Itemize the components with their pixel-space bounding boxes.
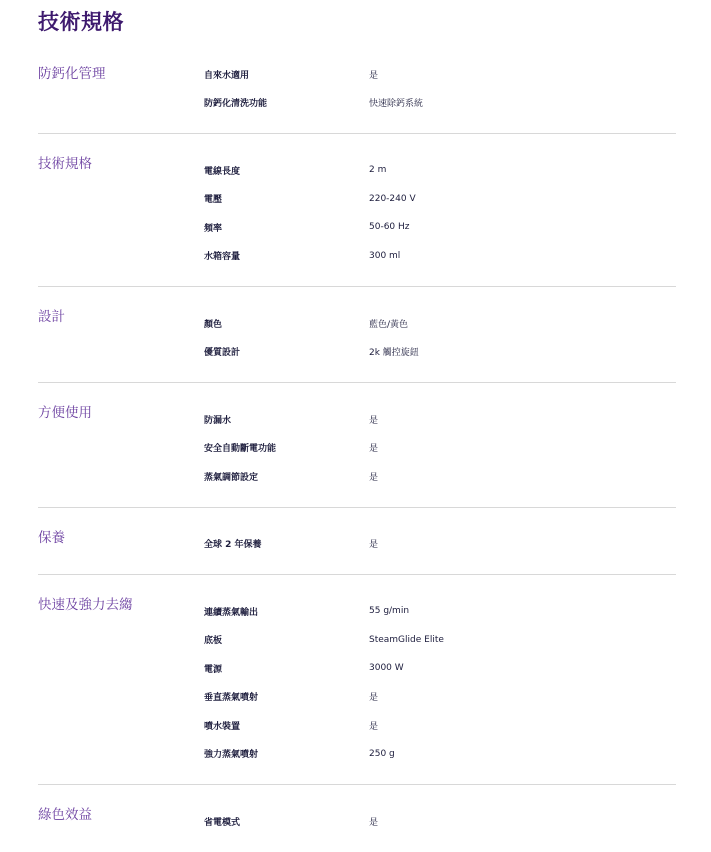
spec-value: 220-240 V xyxy=(369,193,416,204)
spec-section xyxy=(38,134,676,287)
spec-row xyxy=(204,462,676,491)
spec-value: 是 xyxy=(369,472,379,483)
spec-label: 水箱容量 xyxy=(204,252,241,263)
spec-label: 防漏水 xyxy=(204,415,232,426)
spec-value: 2 m xyxy=(369,165,387,176)
spec-value: 是 xyxy=(369,540,379,551)
spec-rows xyxy=(204,148,676,270)
spec-value: 55 g/min xyxy=(369,606,410,617)
spec-rows xyxy=(204,589,676,768)
spec-value: 快速除鈣系統 xyxy=(369,99,424,110)
spec-label: 連續蒸氣輸出 xyxy=(204,607,259,618)
spec-row xyxy=(204,434,676,463)
spec-rows xyxy=(204,397,676,491)
spec-row xyxy=(204,807,676,836)
spec-value: 是 xyxy=(369,721,379,732)
spec-label: 安全自動斷電功能 xyxy=(204,444,277,455)
spec-value: 3000 W xyxy=(369,663,404,674)
spec-label: 頻率 xyxy=(204,223,223,234)
spec-label: 顏色 xyxy=(204,319,223,330)
spec-row xyxy=(204,338,676,367)
spec-rows xyxy=(204,522,676,559)
spec-row xyxy=(204,597,676,626)
spec-value: 是 xyxy=(369,415,379,426)
spec-label: 蒸氣調節設定 xyxy=(204,472,259,483)
spec-row xyxy=(204,683,676,712)
spec-label: 電源 xyxy=(204,664,223,675)
spec-section xyxy=(38,287,676,383)
spec-sections xyxy=(38,58,676,852)
spec-label: 省電模式 xyxy=(204,817,241,828)
spec-section xyxy=(38,58,676,134)
spec-value: 是 xyxy=(369,70,379,81)
spec-row xyxy=(204,405,676,434)
spec-value: 是 xyxy=(369,817,379,828)
spec-label: 垂直蒸氣噴射 xyxy=(204,693,259,704)
spec-row xyxy=(204,530,676,559)
spec-row xyxy=(204,242,676,271)
spec-section xyxy=(38,575,676,785)
spec-section xyxy=(38,508,676,576)
spec-value: 是 xyxy=(369,444,379,455)
spec-row xyxy=(204,309,676,338)
section-title: 保養 xyxy=(38,529,65,546)
spec-rows xyxy=(204,301,676,366)
spec-row xyxy=(204,626,676,655)
spec-label: 電線長度 xyxy=(204,166,241,177)
spec-section xyxy=(38,383,676,508)
section-title: 技術規格 xyxy=(38,156,92,172)
spec-row xyxy=(204,740,676,769)
spec-value: SteamGlide Elite xyxy=(369,634,444,645)
spec-row xyxy=(204,89,676,118)
spec-value: 2k 觸控旋鈕 xyxy=(369,348,419,359)
spec-row xyxy=(204,156,676,185)
spec-rows xyxy=(204,58,676,117)
spec-row xyxy=(204,185,676,214)
spec-label: 強力蒸氣噴射 xyxy=(204,750,259,761)
spec-row xyxy=(204,213,676,242)
section-title: 方便使用 xyxy=(38,405,92,421)
section-title: 設計 xyxy=(38,309,65,325)
spec-label: 電壓 xyxy=(204,195,223,206)
spec-value: 250 g xyxy=(369,748,395,759)
section-title: 快速及強力去縐 xyxy=(38,597,133,613)
spec-label: 底板 xyxy=(204,636,223,647)
spec-value: 是 xyxy=(369,693,379,704)
section-title: 綠色效益 xyxy=(38,807,92,823)
spec-label: 噴水裝置 xyxy=(204,721,241,732)
section-title: 防鈣化管理 xyxy=(38,66,106,82)
spec-row xyxy=(204,711,676,740)
spec-label: 自來水適用 xyxy=(204,70,250,81)
page-title: 技術規格 xyxy=(38,10,124,34)
spec-value: 300 ml xyxy=(369,250,401,261)
spec-rows xyxy=(204,799,676,836)
spec-section xyxy=(38,785,676,852)
spec-label: 防鈣化清洗功能 xyxy=(204,99,268,110)
spec-label: 全球 2 年保養 xyxy=(204,540,262,551)
spec-value: 50-60 Hz xyxy=(369,222,410,233)
spec-value: 藍色/黃色 xyxy=(369,319,409,330)
spec-row xyxy=(204,60,676,89)
spec-label: 優質設計 xyxy=(204,348,241,359)
spec-row xyxy=(204,654,676,683)
